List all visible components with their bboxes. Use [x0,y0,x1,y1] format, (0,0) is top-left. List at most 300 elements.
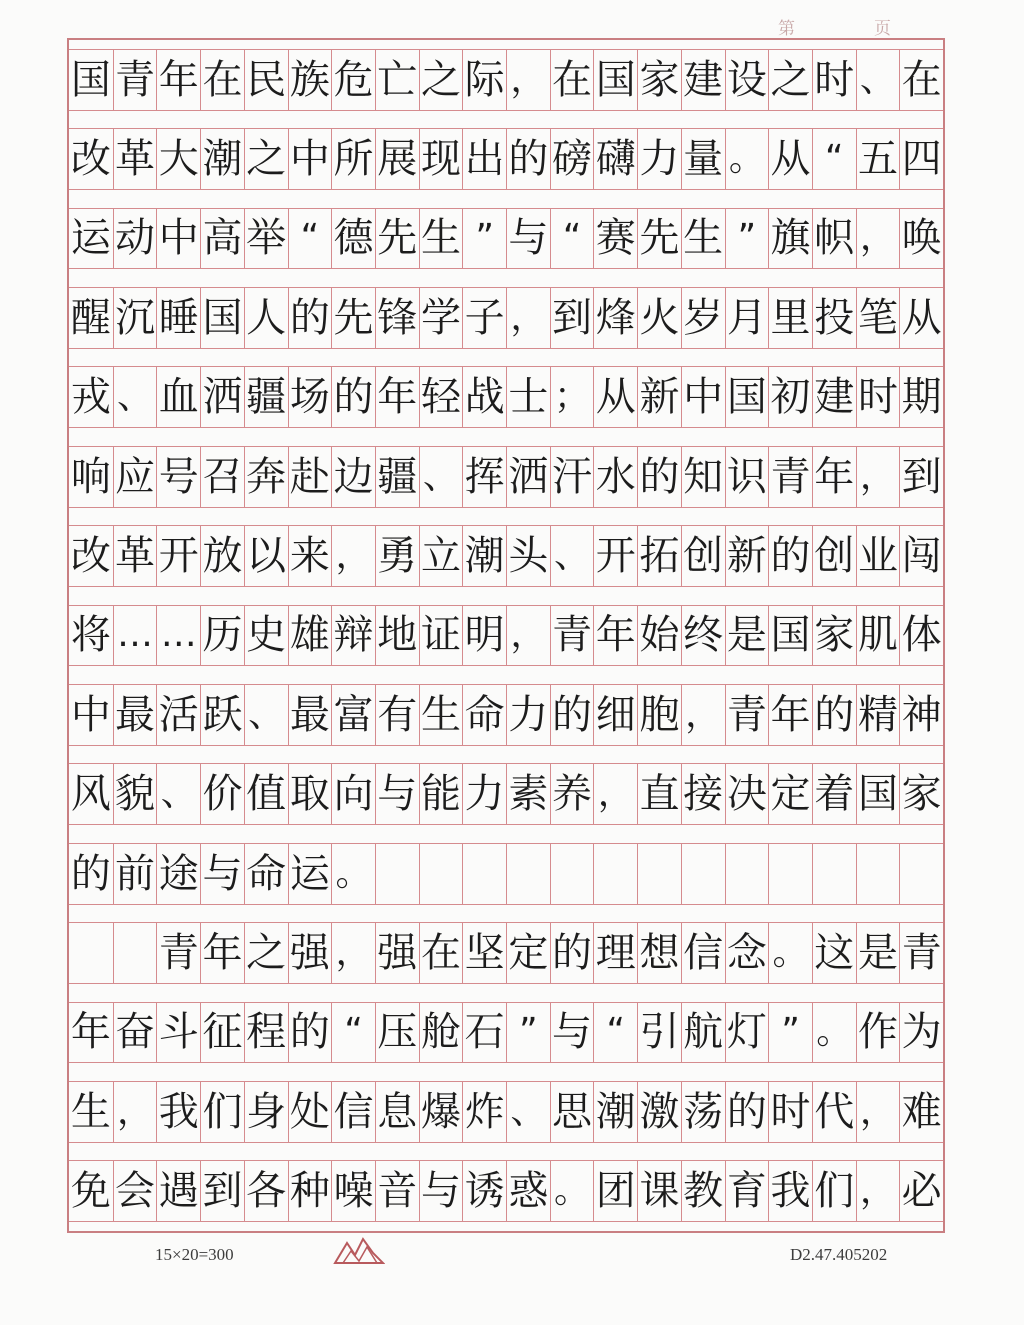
grid-row [69,366,943,428]
grid-cell: 革 [113,129,157,189]
grid-cell: 向 [331,764,375,824]
grid-cell: 潮 [200,129,244,189]
grid-cell [812,844,856,904]
grid-cell: 定 [506,923,550,983]
grid-cell: ， [681,685,725,745]
grid-cell: 国 [856,764,900,824]
grid-row [69,1160,943,1222]
grid-cell: 应 [113,447,157,507]
grid-cell: 先 [637,209,681,269]
grid-cell: 体 [899,606,943,666]
grid-cell: 投 [812,288,856,348]
grid-cell: 国 [70,56,111,103]
grid-cell: 历 [200,606,244,666]
grid-cell: 我 [156,1082,200,1142]
grid-cell: 族 [288,50,332,110]
grid-cell: 创 [812,526,856,586]
grid-cell: 年 [156,50,200,110]
grid-row [69,287,943,349]
grid-cell: 灯 [725,1003,769,1063]
grid-cell: 作 [856,1003,900,1063]
grid-cell: 轻 [419,367,463,427]
grid-cell: 为 [899,1003,943,1063]
grid-cell: 头 [506,526,550,586]
grid-cell: 课 [637,1161,681,1221]
grid-cell: 学 [419,288,463,348]
grid-cell: 开 [593,526,637,586]
grid-cell: 知 [681,447,725,507]
grid-cell: 惑 [506,1161,550,1221]
grid-cell: 想 [637,923,681,983]
grid-cell: 信 [681,923,725,983]
product-code-label: D2.47.405202 [790,1245,888,1264]
grid-cell: 年 [375,367,419,427]
grid-cell: 设 [725,50,769,110]
grid-cell: 们 [812,1161,856,1221]
grid-cell: 青 [899,923,943,983]
grid-cell: 。 [550,1161,594,1221]
grid-cell: 与 [375,764,419,824]
grid-cell: 年 [593,606,637,666]
grid-cell: 的 [288,1003,332,1063]
grid-cell: 精 [856,685,900,745]
grid-cell: 奋 [113,1003,157,1063]
grid-cell: 现 [419,129,463,189]
grid-cell: 神 [899,685,943,745]
grid-cell: 家 [812,606,856,666]
grid-cell: 念 [725,923,769,983]
grid-cell: 爆 [419,1082,463,1142]
grid-cell: 之 [244,129,288,189]
grid-cell: 在 [419,923,463,983]
grid-cell: 的 [506,129,550,189]
grid-cell: 勇 [375,526,419,586]
grid-cell: 边 [331,447,375,507]
grid-cell: 是 [725,606,769,666]
grid-cell: 场 [288,367,332,427]
grid-cell: 各 [244,1161,288,1221]
grid-cell: 青 [113,50,157,110]
grid-cell: 高 [200,209,244,269]
grid-cell: 锋 [375,288,419,348]
grid-cell: 终 [681,606,725,666]
grid-row [69,843,943,905]
grid-cell: 磅 [550,129,594,189]
grid-row [69,208,943,270]
grid-cell: 人 [244,288,288,348]
grid-cell: 处 [288,1082,332,1142]
grid-cell: 士 [506,367,550,427]
grid-cell: 免 [70,1168,111,1215]
grid-cell: 细 [593,685,637,745]
grid-cell: ， [506,606,550,666]
grid-cell: 程 [244,1003,288,1063]
grid-cell: 号 [156,447,200,507]
grid-cell: 创 [681,526,725,586]
grid-cell: 奔 [244,447,288,507]
grid-cell [419,844,463,904]
grid-cell: 时 [856,367,900,427]
grid-cell: 、 [113,367,157,427]
grid-cell: 来 [288,526,332,586]
grid-cell: 值 [244,764,288,824]
grid-cell: 国 [593,50,637,110]
grid-cell: 力 [462,764,506,824]
grid-cell: “ [812,129,856,189]
grid-cell: 国 [768,606,812,666]
grid-cell: 斗 [156,1003,200,1063]
grid-cell: 雄 [288,606,332,666]
grid-cell: 种 [288,1161,332,1221]
grid-cell: 压 [375,1003,419,1063]
grid-cell: 养 [550,764,594,824]
grid-row [69,49,943,111]
grid-cell: 识 [725,447,769,507]
grid-cell: 新 [637,367,681,427]
grid-cell: 洒 [506,447,550,507]
grid-cell: 从 [768,129,812,189]
grid-cell: 最 [288,685,332,745]
grid-cell: 在 [200,50,244,110]
grid-cell: 富 [331,685,375,745]
grid-cell: 育 [725,1161,769,1221]
grid-cell: 亡 [375,50,419,110]
grid-cell: 活 [156,685,200,745]
grid-cell [506,844,550,904]
grid-cell: ， [856,447,900,507]
grid-cell: 着 [812,764,856,824]
grid-cell: 明 [462,606,506,666]
grid-cell: 的 [637,447,681,507]
grid-cell: 到 [200,1161,244,1221]
grid-cell: 。 [812,1003,856,1063]
grid-cell: 力 [506,685,550,745]
grid-cell: 展 [375,129,419,189]
grid-cell: 潮 [593,1082,637,1142]
grid-cell: 接 [681,764,725,824]
grid-cell: “ [593,1003,637,1063]
grid-cell: 从 [899,288,943,348]
grid-cell: 召 [200,447,244,507]
grid-cell: 醒 [70,294,111,341]
grid-cell: ， [856,209,900,269]
grid-cell: 强 [288,923,332,983]
grid-cell [856,844,900,904]
grid-cell: 际 [462,50,506,110]
grid-cell: 立 [419,526,463,586]
grid-cell: 与 [200,844,244,904]
grid-cell: 运 [70,215,111,262]
grid-cell: 证 [419,606,463,666]
grid-cell: 代 [812,1082,856,1142]
grid-cell: “ [288,209,332,269]
grid-cell: 地 [375,606,419,666]
grid-cell: 这 [812,923,856,983]
grid-cell: 到 [899,447,943,507]
grid-cell: 我 [768,1161,812,1221]
grid-cell: 与 [506,209,550,269]
grid-cell: 火 [637,288,681,348]
grid-cell: 礴 [593,129,637,189]
grid-row [69,684,943,746]
grid-cell: 以 [244,526,288,586]
grid-cell: 里 [768,288,812,348]
grid-cell: 中 [288,129,332,189]
grid-cell: 新 [725,526,769,586]
grid-cell: 、 [506,1082,550,1142]
grid-cell: 理 [593,923,637,983]
grid-cell: 力 [637,129,681,189]
grid-cell: ， [113,1082,157,1142]
grid-cell: 遇 [156,1161,200,1221]
grid-cell: 运 [288,844,332,904]
grid-cell: 沉 [113,288,157,348]
grid-cell: ， [506,288,550,348]
grid-cell: 之 [419,50,463,110]
grid-cell: 血 [156,367,200,427]
grid-cell: ” [506,1003,550,1063]
grid-cell: 年 [200,923,244,983]
grid-cell: 唤 [899,209,943,269]
grid-cell: 音 [375,1161,419,1221]
grid-cell: 命 [244,844,288,904]
grid-cell: 期 [899,367,943,427]
grid-cell: 舱 [419,1003,463,1063]
grid-cell: 价 [200,764,244,824]
grid-cell: 素 [506,764,550,824]
page-label-ye: 页 [874,19,891,39]
grid-cell: 帜 [812,209,856,269]
grid-cell: 放 [200,526,244,586]
grid-cell: 旗 [768,209,812,269]
grid-cell: 的 [812,685,856,745]
grid-cell: 国 [725,367,769,427]
grid-cell: 青 [768,447,812,507]
grid-cell [69,923,113,983]
grid-cell [593,844,637,904]
grid-cell: 青 [725,685,769,745]
grid-cell: 睡 [156,288,200,348]
grid-cell: 。 [725,129,769,189]
grid-cell: 途 [156,844,200,904]
grid-cell: 生 [70,1088,111,1135]
grid-cell: 强 [375,923,419,983]
grid-cell: 赛 [593,209,637,269]
grid-cell: 岁 [681,288,725,348]
grid-cell: 身 [244,1082,288,1142]
grid-cell: 中 [70,691,111,738]
grid-cell: 量 [681,129,725,189]
grid-cell: 疆 [244,367,288,427]
grid-cell: 疆 [375,447,419,507]
grid-cell: 先 [331,288,375,348]
grid-cell: 子 [462,288,506,348]
grid-cell: 在 [899,50,943,110]
grid-cell: 拓 [637,526,681,586]
grid-cell: 年 [812,447,856,507]
grid-cell: 德 [331,209,375,269]
grid-cell: … [113,606,157,666]
grid-cell: 赴 [288,447,332,507]
grid-cell: 家 [899,764,943,824]
grid-cell [550,844,594,904]
grid-cell: 决 [725,764,769,824]
grid-cell: 命 [462,685,506,745]
grid-cell: 信 [331,1082,375,1142]
grid-cell [899,844,943,904]
grid-cell: 挥 [462,447,506,507]
grid-cell: 激 [637,1082,681,1142]
grid-cell: 引 [637,1003,681,1063]
grid-cell: 四 [899,129,943,189]
grid-cell: … [156,606,200,666]
grid-cell: 青 [156,923,200,983]
grid-cell: ” [462,209,506,269]
grid-cell: 是 [856,923,900,983]
grid-cell [462,844,506,904]
grid-cell [725,844,769,904]
grid-cell: 响 [70,453,111,500]
grid-cell [681,844,725,904]
grid-cell: 直 [637,764,681,824]
grid-cell: 定 [768,764,812,824]
grid-cell: 、 [156,764,200,824]
grid-cell: 将 [70,612,111,659]
grid-cell: 石 [462,1003,506,1063]
grid-cell: 的 [550,923,594,983]
grid-cell: 业 [856,526,900,586]
grid-cell: ， [331,526,375,586]
grid-cell: 教 [681,1161,725,1221]
grid-cell: 改 [70,533,111,580]
grid-cell: 年 [768,685,812,745]
grid-cell: 征 [200,1003,244,1063]
grid-cell: 革 [113,526,157,586]
grid-cell: 的 [331,367,375,427]
grid-row [69,1081,943,1143]
grid-cell: 青 [550,606,594,666]
grid-cell: 最 [113,685,157,745]
grid-row [69,525,943,587]
grid-cell: 危 [331,50,375,110]
grid-cell: 家 [637,50,681,110]
grid-cell [768,844,812,904]
grid-cell: 五 [856,129,900,189]
grid-cell: 生 [419,209,463,269]
grid-cell: ” [768,1003,812,1063]
grid-cell: 、 [419,447,463,507]
grid-cell: 风 [70,771,111,818]
grid-cell: 与 [550,1003,594,1063]
grid-cell: 出 [462,129,506,189]
grid-cell: 从 [593,367,637,427]
grid-cell: 先 [375,209,419,269]
grid-spec-label: 15×20=300 [155,1245,234,1264]
grid-cell: ” [725,209,769,269]
grid-cell: 国 [200,288,244,348]
grid-cell: 改 [70,136,111,183]
grid-cell: 时 [768,1082,812,1142]
grid-cell: 航 [681,1003,725,1063]
grid-cell: 能 [419,764,463,824]
grid-cell: 始 [637,606,681,666]
grid-cell: “ [331,1003,375,1063]
grid-cell: 笔 [856,288,900,348]
grid-cell: 、 [244,685,288,745]
publisher-logo-icon [333,1235,385,1265]
grid-cell: 民 [244,50,288,110]
grid-cell: 史 [244,606,288,666]
grid-cell: 时 [812,50,856,110]
grid-cell: 前 [113,844,157,904]
grid-cell: 难 [899,1082,943,1142]
grid-cell: 的 [70,850,111,897]
grid-cell: 水 [593,447,637,507]
grid-row [69,1002,943,1064]
grid-row [69,605,943,667]
grid-cell: 的 [288,288,332,348]
grid-cell: ， [506,50,550,110]
grid-cell: 荡 [681,1082,725,1142]
grid-cell: 举 [244,209,288,269]
grid-cell: 的 [725,1082,769,1142]
grid-cell: 的 [550,685,594,745]
grid-cell: 。 [768,923,812,983]
grid-cell: 。 [331,844,375,904]
grid-cell: 建 [681,50,725,110]
grid-cell: 们 [200,1082,244,1142]
grid-cell: 到 [550,288,594,348]
grid-cell: 噪 [331,1161,375,1221]
grid-cell: 必 [899,1161,943,1221]
grid-cell: ， [331,923,375,983]
grid-cell: 之 [768,50,812,110]
grid-cell: 动 [113,209,157,269]
page-label-di: 第 [778,19,795,39]
grid-cell: ， [856,1082,900,1142]
grid-cell: 所 [331,129,375,189]
grid-cell: 年 [70,1009,111,1056]
grid-cell: ； [550,367,594,427]
grid-cell: 坚 [462,923,506,983]
grid-cell: “ [550,209,594,269]
grid-row [69,446,943,508]
grid-row [69,128,943,190]
grid-cell: 思 [550,1082,594,1142]
grid-cell: 、 [550,526,594,586]
grid-cell: 生 [681,209,725,269]
grid-cell: 诱 [462,1161,506,1221]
grid-rows [69,40,943,1231]
grid-cell [113,923,157,983]
grid-cell: 汗 [550,447,594,507]
grid-cell: 的 [768,526,812,586]
grid-cell: 初 [768,367,812,427]
grid-cell: 在 [550,50,594,110]
grid-cell: 洒 [200,367,244,427]
grid-cell: 炸 [462,1082,506,1142]
grid-cell: ， [593,764,637,824]
grid-row [69,763,943,825]
grid-cell: 会 [113,1161,157,1221]
grid-cell: 有 [375,685,419,745]
grid-cell: 、 [856,50,900,110]
grid-cell: 潮 [462,526,506,586]
manuscript-grid [67,38,945,1233]
grid-cell: 建 [812,367,856,427]
grid-row [69,922,943,984]
grid-cell: 与 [419,1161,463,1221]
